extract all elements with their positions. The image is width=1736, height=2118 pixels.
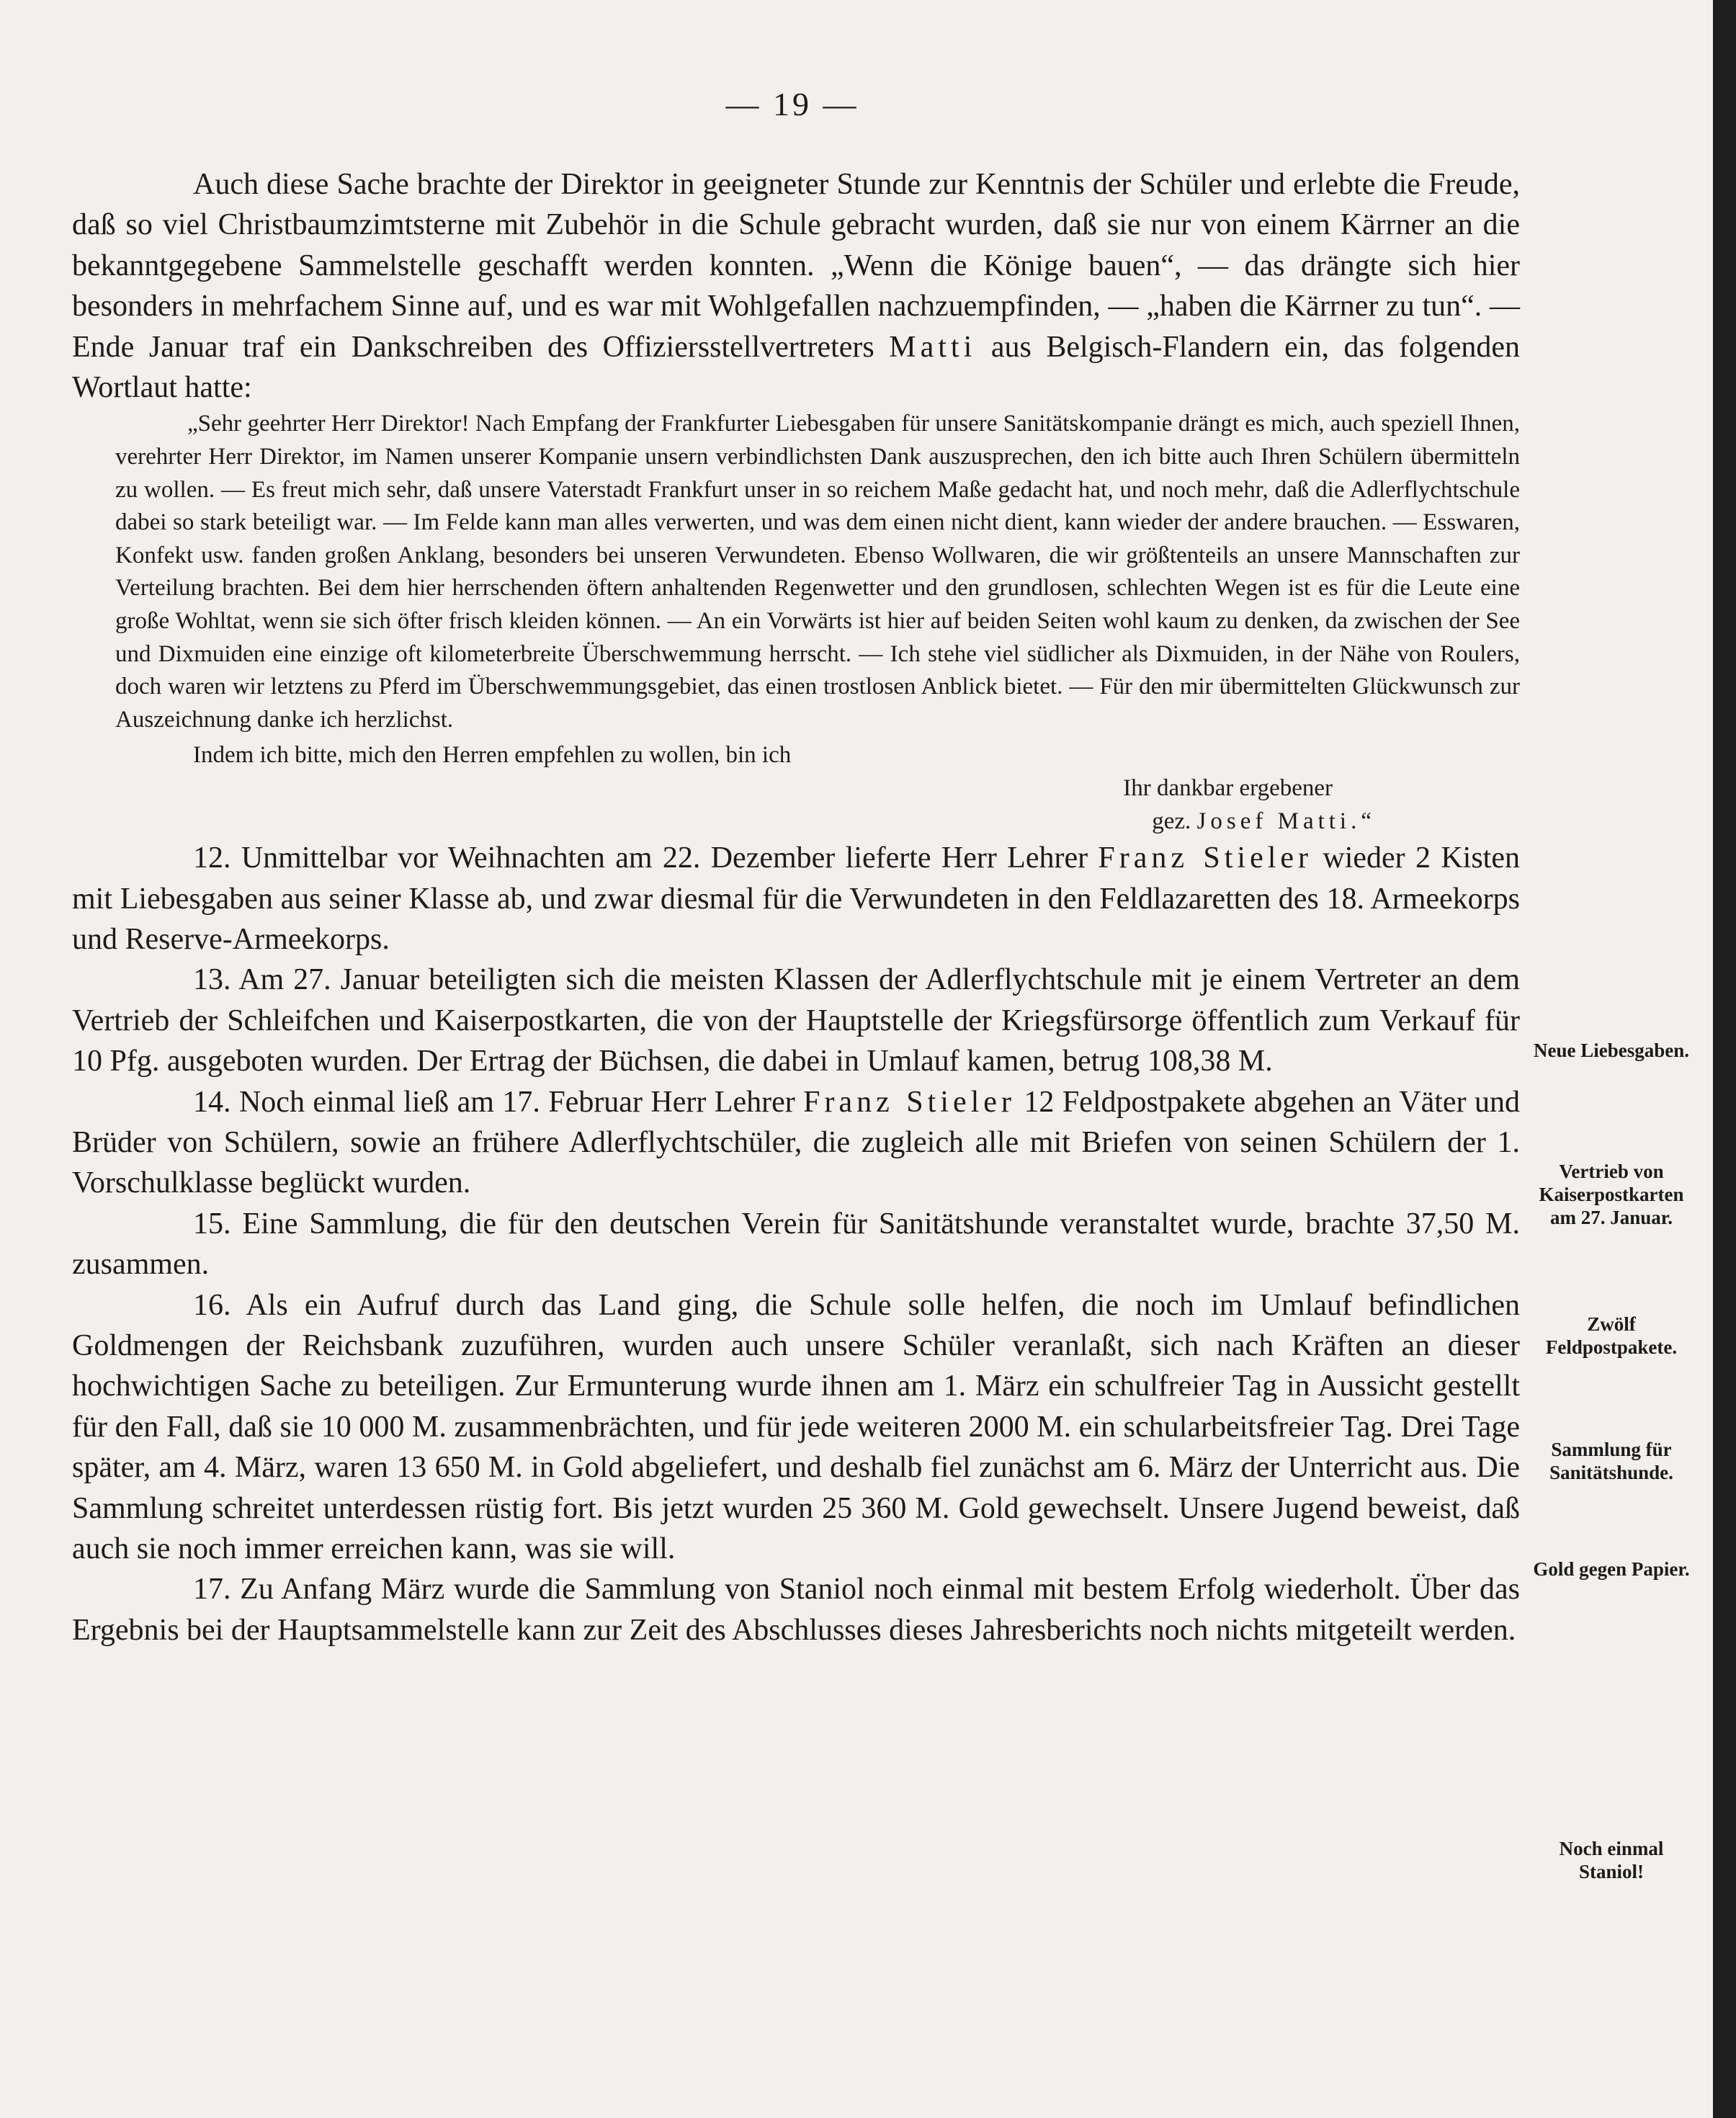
item-number: 16. bbox=[193, 1288, 231, 1322]
item-text-after: 12 Feldpostpakete abgehen an Väter und Brüder von Schülern, sowie an frühere Adlerflychtschüler, die zugleich alle mit Briefen von seinen Schülern der 1. Vorschulklasse beglückt wurden. bbox=[72, 1085, 1521, 1200]
item-text: Als ein Aufruf durch das Land ging, die Schule solle helfen, die noch im Umlauf befindlichen Goldmengen der Reichsbank zuzuführen, wurden auch unsere Schüler veranlaßt, sich nach Kräften an dieser hochwichtigen Sache zu beteiligen. Zur Ermunterung wurde ihnen am 1. März ein schulfreier Tag in Aussicht gestellt für den Fall, daß sie 10 000 M. zusammenbrächten, und für jede weiteren 2000 M. ein schularbeitsfreier Tag. Drei Tage später, am 4. März, waren 13 650 M. in Gold abgeliefert, und deshalb fiel zunächst am 6. März der Unterricht aus. Die Sammlung schreitet unterdessen rüstig fort. Bis jetzt wurden 25 360 M. Gold gewechselt. Unsere Jugend beweist, daß auch sie noch immer erreichen kann, was sie will. bbox=[72, 1288, 1520, 1566]
item-name: Franz Stieler bbox=[1098, 841, 1313, 875]
letter-regards: Ihr dankbar ergebener bbox=[1123, 774, 1333, 801]
intro-text-before: Auch diese Sache brachte der Direktor in geeigneter Stunde zur Kenntnis der Schüler und erlebte die Freude, daß so viel Christbaumzimtsterne mit Zubehör in die Schule gebracht wurden, daß sie nur von einem Kärrner an die bekanntgegebene Sammelstelle geschafft werden konnten. „Wenn die Könige bauen“, — das drängte sich hier besonders in mehrfachem Sinne auf, und es war mit Wohlgefallen nachzuempfinden, — „haben die Kärrner zu tun“. — Ende Januar traf ein Dankschreiben des Offiziersstellvertreters bbox=[72, 168, 1520, 364]
main-text bbox=[72, 164, 1520, 1650]
margin-note-gold: Gold gegen Papier. bbox=[1533, 1558, 1690, 1580]
item-number: 15. bbox=[193, 1207, 231, 1241]
item-name: Franz Stieler bbox=[803, 1085, 1016, 1119]
letter-quote bbox=[115, 408, 1520, 838]
item-text-before: Unmittelbar vor Weihnachten am 22. Dezember lieferte Herr Lehrer bbox=[241, 841, 1099, 875]
item-13 bbox=[72, 960, 1520, 1081]
margin-note-kaiserpostkarten: Vertrieb von Kaiserpostkarten am 27. Januar. bbox=[1539, 1161, 1684, 1228]
item-15 bbox=[72, 1204, 1520, 1285]
margin-note-sanitaetshunde: Sammlung für Sanitätshunde. bbox=[1549, 1439, 1673, 1483]
item-12 bbox=[72, 838, 1520, 960]
item-number: 13. bbox=[193, 963, 231, 997]
intro-name: Matti bbox=[889, 330, 977, 364]
margin-note-staniol: Noch einmal Staniol! bbox=[1559, 1838, 1664, 1882]
letter-closing: Indem ich bitte, mich den Herren empfehlen zu wollen, bin ich bbox=[193, 742, 792, 769]
signature-prefix: gez. bbox=[1152, 808, 1197, 834]
letter-signature bbox=[115, 805, 1376, 839]
item-14 bbox=[72, 1082, 1520, 1204]
item-text: Zu Anfang März wurde die Sammlung von Staniol noch einmal mit bestem Erfolg wiederholt. Über das Ergebnis bei der Hauptsammelstelle kann zur Zeit des Abschlusses dieses Jahresberichts noch nichts mitgeteilt werden. bbox=[72, 1573, 1521, 1647]
item-number: 12. bbox=[193, 841, 231, 875]
margin-note-liebesgaben: Neue Liebesgaben. bbox=[1534, 1040, 1689, 1061]
intro-paragraph bbox=[72, 164, 1520, 408]
item-text: Eine Sammlung, die für den deutschen Verein für Sanitätshunde veranstaltet wurde, brachte 37,50 M. zusammen. bbox=[72, 1207, 1521, 1282]
margin-note-feldpostpakete: Zwölf Feldpostpakete. bbox=[1545, 1313, 1678, 1358]
item-number: 17. bbox=[193, 1573, 231, 1607]
letter-body: „Sehr geehrter Herr Direktor! Nach Empfang der Frankfurter Liebesgaben für unsere Sanitätskompanie drängt es mich, auch speziell Ihnen, verehrter Herr Direktor, im Namen unserer Kompanie unsern verbindlichsten Dank auszusprechen, den ich bitte auch Ihren Schülern übermitteln zu wollen. — Es freut mich sehr, daß unsere Vaterstadt Frankfurt unser in so reichem Maße gedacht hat, und noch mehr, daß die Adlerflychtschule dabei so stark beteiligt war. — Im Felde kann man alles verwerten, und was dem einen nicht dient, kann wieder der andere brauchen. — Esswaren, Konfekt usw. fanden großen Anklang, besonders bei unseren Verwundeten. Ebenso Wollwaren, die wir größtenteils an unsere Mannschaften zur Verteilung brachten. Bei dem hier herrschenden öftern anhaltenden Regenwetter und den grundlosen, schlechten Wegen ist es für die Leute eine große Wohltat, wenn sie sich öfter frisch kleiden können. — An ein Vorwärts ist hier auf beiden Seiten wohl kaum zu denken, da zwischen der See und Dixmuiden eine einzige oft kilometerbreite Überschwemmung herrscht. — Ich stehe viel südlicher als Dixmuiden, in der Nähe von Roulers, doch waren wir letztens zu Pferd im Überschwemmungsgebiet, das einen trostlosen Anblick bietet. — Für den mir übermittelten Glückwunsch zur Auszeichnung danke ich herzlichst. bbox=[115, 411, 1520, 733]
item-17 bbox=[72, 1569, 1520, 1650]
item-text-after: wieder 2 Kisten mit Liebesgaben aus seiner Klasse ab, und zwar diesmal für die Verwundeten in den Feldlazaretten des 18. Armeekorps und Reserve-Armeekorps. bbox=[72, 841, 1520, 956]
item-text-before: Noch einmal ließ am 17. Februar Herr Lehrer bbox=[238, 1085, 804, 1119]
intro-text-after: aus Belgisch-Flandern ein, das folgenden Wortlaut hatte: bbox=[72, 330, 1520, 405]
signature-name: Josef Matti.“ bbox=[1196, 808, 1376, 834]
item-16 bbox=[72, 1285, 1520, 1570]
item-text: Am 27. Januar beteiligten sich die meisten Klassen der Adlerflychtschule mit je einem Vertreter an dem Vertrieb der Schleifchen und Kaiserpostkarten, die von der Hauptstelle der Kriegsfürsorge öffentlich zum Verkauf für 10 Pfg. ausgeboten wurden. Der Ertrag der Büchsen, die dabei in Umlauf kamen, betrug 108,38 M. bbox=[72, 963, 1521, 1078]
page-number: — 19 — bbox=[725, 86, 859, 122]
item-number: 14. bbox=[193, 1085, 231, 1119]
